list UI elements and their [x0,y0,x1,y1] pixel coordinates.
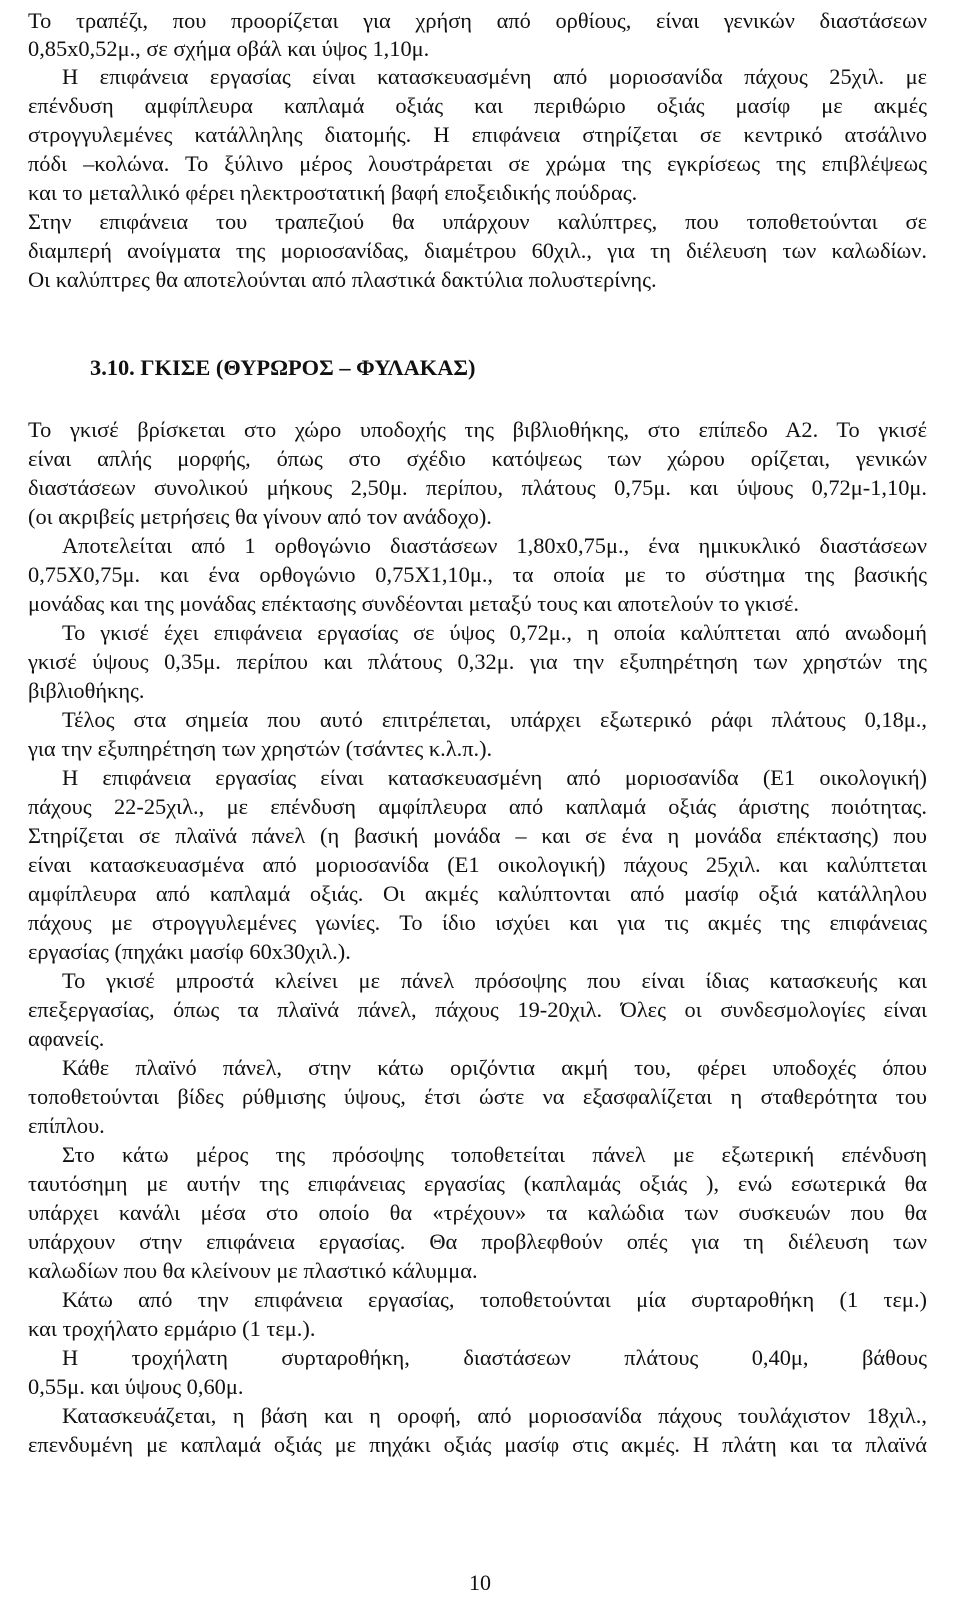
text-line: Το γκισέ μπροστά κλείνει με πάνελ πρόσοψης που είναι ίδιας κατασκευής και [62,968,927,993]
text-line: 0,75Χ0,75μ. και ένα ορθογώνιο 0,75Χ1,10μ., τα οποία με το σύστημα της βασικής [28,562,927,587]
text-line: Το γκισέ βρίσκεται στο χώρο υποδοχής της βιβλιοθήκης, στο επίπεδο Α2. Το γκισέ [28,417,927,442]
text-line: Κάθε πλαϊνό πάνελ, στην κάτω οριζόντια ακμή του, φέρει υποδοχές όπου [62,1055,927,1080]
text-line: επεξεργασίας, όπως τα πλαϊνά πάνελ, πάχους 19-20χιλ. Όλες οι συνδεσμολογίες είναι [28,997,927,1022]
text-line: Οι καλύπτρες θα αποτελούνται από πλαστικά δακτύλια πολυστερίνης. [28,267,657,292]
page-number: 10 [469,1570,491,1595]
text-line: είναι κατασκευασμένα από μοριοσανίδα (Ε1 οικολογική) πάχους 25χιλ. και καλύπτεται [28,852,927,877]
text-line: διαμπερή ανοίγματα της μοριοσανίδας, διαμέτρου 60χιλ., για τη διέλευση των καλωδίων. [28,238,927,263]
text-line: Το γκισέ έχει επιφάνεια εργασίας σε ύψος 0,72μ., η οποία καλύπτεται από ανωδομή [62,620,927,645]
text-line: επίπλου. [28,1113,105,1138]
text-line: ταυτόσημη με αυτήν της επιφάνειας εργασίας (καπλαμάς οξιάς ), ενώ εσωτερικά θα [28,1171,927,1196]
text-line: πάχους με στρογγυλεμένες γωνίες. Το ίδιο ισχύει και για τις ακμές της επιφάνειας [28,910,927,935]
text-line: στρογγυλεμένες κατάλληλης διατομής. Η επιφάνεια στηρίζεται σε κεντρικό ατσάλινο [28,122,927,147]
text-line: πάχους 22-25χιλ., με επένδυση αμφίπλευρα από καπλαμά οξιάς άριστης ποιότητας. [28,794,927,819]
text-line: μονάδας και της μονάδας επέκτασης συνδέονται μεταξύ τους και αποτελούν το γκισέ. [28,591,800,616]
text-line: Η επιφάνεια εργασίας είναι κατασκευασμένη από μοριοσανίδα πάχους 25χιλ. με [62,64,927,89]
text-line: για την εξυπηρέτηση των χρηστών (τσάντες κ.λ.π.). [28,736,493,761]
text-line: Η επιφάνεια εργασίας είναι κατασκευασμένη από μοριοσανίδα (Ε1 οικολογική) [62,765,927,790]
text-line: Κατασκευάζεται, η βάση και η οροφή, από μοριοσανίδα πάχους τουλάχιστον 18χιλ., [62,1403,927,1428]
text-line: Κάτω από την επιφάνεια εργασίας, τοποθετούνται μία συρταροθήκη (1 τεμ.) [62,1287,927,1312]
text-line: εργασίας (πηχάκι μασίφ 60x30χιλ.). [28,939,351,964]
text-line: και τροχήλατο ερμάριο (1 τεμ.). [28,1316,316,1341]
text-line: Η τροχήλατη συρταροθήκη, διαστάσεων πλάτους 0,40μ, βάθους [62,1345,927,1370]
text-line: είναι απλής μορφής, όπως στο σχέδιο κατόψεως των χώρου ορίζεται, γενικών [28,446,927,471]
text-line: (οι ακριβείς μετρήσεις θα γίνουν από τον ανάδοχο). [28,504,492,529]
text-line: Στην επιφάνεια του τραπεζιού θα υπάρχουν καλύπτρες, που τοποθετούνται σε [28,209,927,234]
text-line: επενδυμένη με καπλαμά οξιάς με πηχάκι οξιάς μασίφ στις ακμές. Η πλάτη και τα πλαϊνά [28,1432,927,1457]
text-line: Αποτελείται από 1 ορθογώνιο διαστάσεων 1,80x0,75μ., ένα ημικυκλικό διαστάσεων [62,533,927,558]
text-line: Στο κάτω μέρος της πρόσοψης τοποθετείται πάνελ με εξωτερική επένδυση [62,1142,927,1167]
text-line: γκισέ ύψους 0,35μ. περίπου και πλάτους 0,32μ. για την εξυπηρέτηση των χρηστών της [28,649,927,674]
text-line: υπάρχουν στην επιφάνεια εργασίας. Θα προβλεφθούν οπές για τη διέλευση των [28,1229,927,1254]
text-line: Το τραπέζι, που προορίζεται για χρήση από ορθίους, είναι γενικών διαστάσεων [28,8,927,33]
text-line: επένδυση αμφίπλευρα καπλαμά οξιάς και περιθώριο οξιάς μασίφ με ακμές [28,93,927,118]
text-line: πόδι –κολώνα. Το ξύλινο μέρος λουστράρεται σε χρώμα της εγκρίσεως της επιβλέψεως [28,151,927,176]
text-line: καλωδίων που θα κλείνουν με πλαστικό κάλυμμα. [28,1258,478,1283]
text-line: αφανείς. [28,1026,105,1051]
text-line: αμφίπλευρα από καπλαμά οξιάς. Οι ακμές καλύπτονται από μασίφ οξιά κατάλληλου [28,881,927,906]
text-line: τοποθετούνται βίδες ρύθμισης ύψους, έτσι ώστε να εξασφαλίζεται η σταθερότητα του [28,1084,927,1109]
text-line: 0,85x0,52μ., σε σχήμα οβάλ και ύψος 1,10μ. [28,36,430,61]
text-line: 0,55μ. και ύψους 0,60μ. [28,1374,244,1399]
text-line: βιβλιοθήκης. [28,678,145,703]
text-line: Τέλος στα σημεία που αυτό επιτρέπεται, υπάρχει εξωτερικό ράφι πλάτους 0,18μ., [62,707,927,732]
section-heading: 3.10. ΓΚΙΣΕ (ΘΥΡΩΡΟΣ – ΦΥΛΑΚΑΣ) [90,355,476,380]
text-line: διαστάσεων συνολικού μήκους 2,50μ. περίπου, πλάτους 0,75μ. και ύψους 0,72μ-1,10μ. [28,475,927,500]
text-line: και το μεταλλικό φέρει ηλεκτροστατική βαφή εποξειδικής πούδρας. [28,180,638,205]
text-line: υπάρχει κανάλι μέσα στο οποίο θα «τρέχουν» τα καλώδια των συσκευών που θα [28,1200,927,1225]
text-line: Στηρίζεται σε πλαϊνά πάνελ (η βασική μονάδα – και σε ένα η μονάδα επέκτασης) που [28,823,927,848]
